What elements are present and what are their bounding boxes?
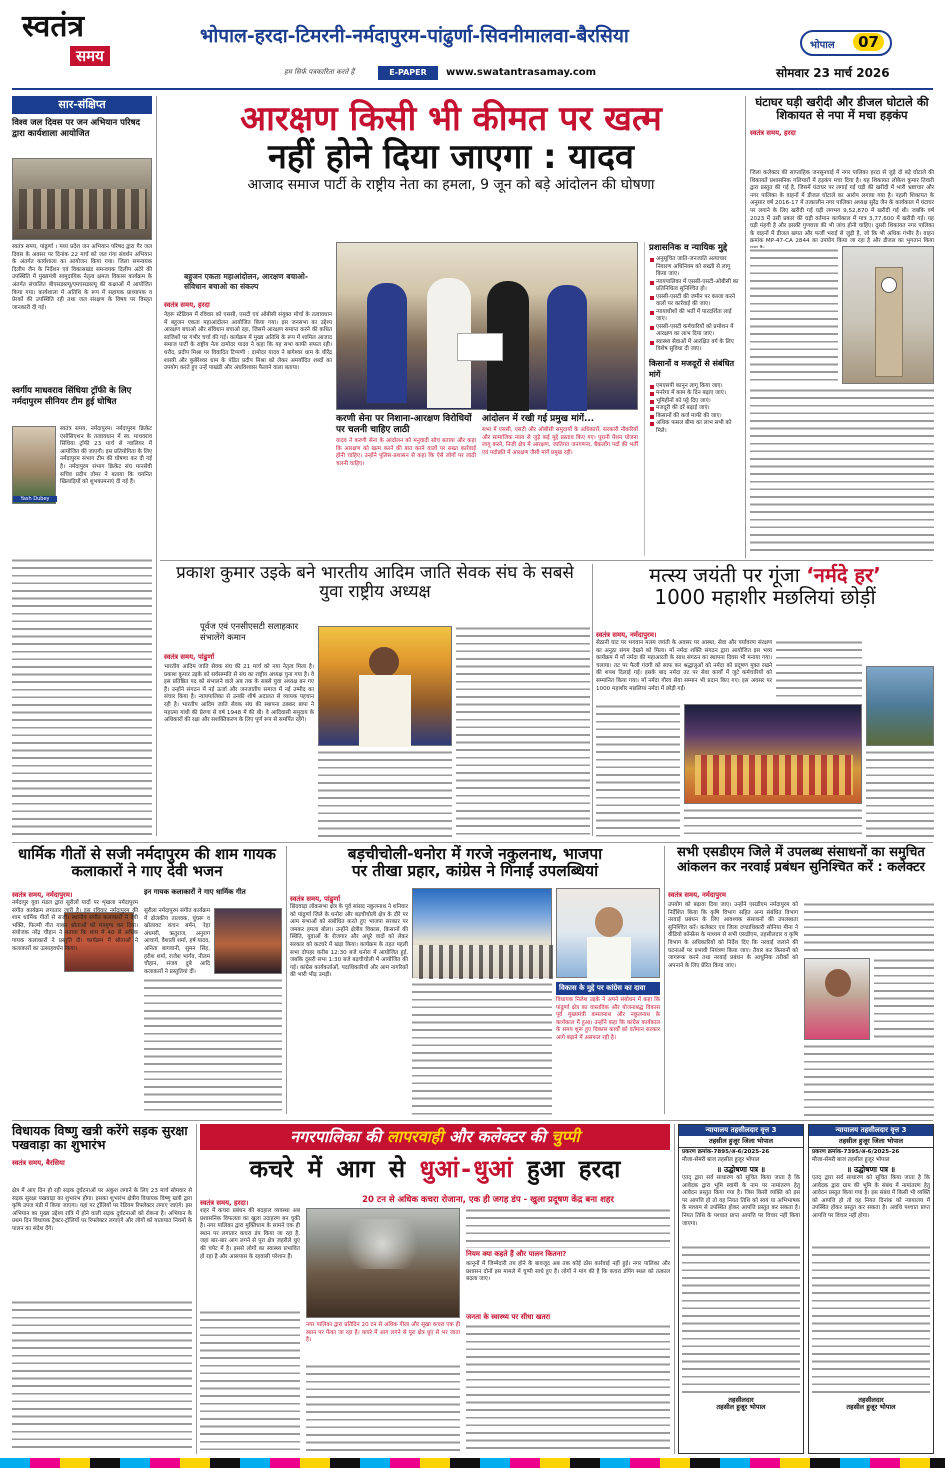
kachra-headline [200, 1156, 670, 1183]
matsya-body-left [596, 704, 680, 838]
lead-headline-line2: नहीं होने दिया जाएगा : यादव [268, 137, 634, 178]
clocktower-body: जिला कलेक्टर की साप्ताहिक जनसुनवाई में नगर पालिका हरदा से जुड़े दो बड़े घोटाले की शिकायतें प्रशासनिक गलियारों में हड़कंप मचा दिया है। यह शिकायत लोकेश कुमार तिवारी द्वारा प्रस्तुत की गई है, जिसमें घंटाघर पर लगाई गई घड़ी की खरीदी में भारी भ्रष्टाचार और नगर पालिका के वाहनों में डीजल घोटाले का आरोप लगाया गया है। पहली शिकायत के अनुसार वर्ष 2016-17 में तत्कालीन नगर पालिका अध्यक्ष सुरेंद्र जैन के कार्यकाल में घंटाघर पर लगाने के लिए खरीदी गई घड़ी लगभग 9,52,870 में खरीदी गई थी। जबकि वर्ष 2023 में उसी प्रकार की घड़ी वर्तमान कार्यकाल में मात्र 3,77,600 में खरीदी गई। यह घड़ी मंहगी है और इसकी गुणवत्ता की भी जांच होनी चाहिए। दूसरी शिकायत नगर पालिका के वाहनों में डीजल खपत और फर्जी भराई से जुड़ी है, जो कि भी अधिक गंभीर है। वाहन क्रमांक MP-47-CA 2844 का उपयोग किया जा रहा है और डीजल का भुगतान किया [750, 170, 934, 245]
clocktower-body-bottom [750, 388, 934, 556]
lead-body: नेहरू स्टेडियम में रविवार को एससी, एसटी एवं ओबीसी संयुक्त मोर्चा के तत्वावधान में बहुजन एकता महाआंदोलन आयोजित किया गया। इस जनसभा का उद्देश्य आरक्षण बचाओ और संविधान बचाओ रहा, जिसमें आरक्षण समाप्त करने की कथित साजिशों पर गंभीर चर्चा की गई। कार्यक्रम में मुख्य अतिथि के रूप में शामिल आजाद समाज पार्टी के राष्ट्रीय नेता दामोदर यादव ने कहा कि यह सभा काफी सफल रही। धरौद, प्रदीप मिश्रा पर विवादित टिप्पणी : दामोदर यादव ने बागेश्वर धाम के धीरेंद्र शास्त्री और कुबेरेश्वर धाम के पंडित प्रदीप मिश्रा को लेकर अमर्यादित शब्दों का उपयोग करते हुए उन्हें पाखंडी और अंधविश्वास फैलाने वाला बताया। [164, 312, 332, 372]
clocktower-byline-source: स्वतंत्र समय, [750, 128, 782, 137]
bhajan-byline [12, 890, 132, 899]
adim-headline: प्रकाश कुमार उइके बने भारतीय आदिम जाति सेवक संघ के सबसे युवा राष्ट्रीय अध्यक्ष [176, 563, 574, 603]
notice-sign2: तहसील हुजूर भोपाल [846, 1403, 896, 1411]
sdm-text-continued [874, 958, 934, 1040]
column-rule-bhajan [286, 846, 287, 1114]
brief-text-continued [12, 558, 152, 838]
epaper-badge: E-PAPER [378, 66, 438, 80]
sdm-text-continued [804, 1044, 934, 1116]
kachra-headline-post: हुआ हरदा [512, 1155, 621, 1183]
farmer-point: किसानों की कर्ज माफी की जाए। [649, 413, 742, 421]
bhajan-sub-title: इन गायक कलाकारों ने गाए धार्मिक गीत [144, 888, 246, 896]
matsya-headline-red: ‘नर्मदे हर’ [806, 563, 881, 587]
column-rule-mid [592, 564, 593, 836]
clocktower-body-col [750, 248, 838, 384]
matsya-body: सेठानी घाट पर भगवान मत्स्य जयंती के अवसर पर आस्था, सेवा और पर्यावरण संरक्षण का अनूठा संगम देखने को मिला। माँ नर्मदा शक्ति संगठन द्वारा आयोजित इस भव्य कार्यक्रम में माँ नर्मदा की महाआरती के साथ संगठन का स्थापना दिवस भी मनाया गया। चलाया। तट पर फैली गंदगी को साफ कर श्रद्धालुओं को नर्मदा को प्रदूषण मुक्त रखने की शपथ दिलाई गई। इसके बाद नर्मदा तट पर सेवा कार्यों में जुटे कर्मचारियों को सम्मानित किया गया। माँ नर्मदा गौरव सेवा सम्मान भी प्रदान किए गए। इस अवसर पर 1000 महाशीर मछलियां नर्मदा में छोड़ी गईं। [596, 640, 772, 692]
notice-body: एतद् द्वारा सर्व साधारण को सूचित किया जाता है कि आवेदक द्वारा ग्राम की भूमि के संबंध में नामांतरण हेतु आवेदन प्रस्तुत किया गया है। इस संबंध में किसी भी व्यक्ति को आपत्ति हो तो वह नियत दिनांक को न्यायालय में उपस्थित होकर प्रस्तुत कर सकता है। अवधि पश्चात प्राप्त आपत्ति पर विचार नहीं होगा। [812, 1175, 930, 1219]
sdm-body-col4 [804, 1044, 934, 1116]
judicial-point: न्यायपालिका में एससी-एसटी-ओबीसी का प्रतिनिधित्व सुनिश्चित हो। [649, 279, 742, 294]
vidhayak-headline: विधायक विष्णु खत्री करेंगे सड़क सुरक्षा पखवाड़ा का शुभारंभ [12, 1123, 188, 1152]
notice-heading: ॥ उद्घोषणा पत्र ॥ [716, 1165, 766, 1174]
nakulnath-headline-line2: पर तीखा प्रहार, कांग्रेस ने गिनाईं उपलब्धियां [351, 862, 599, 881]
sdm-body: उपयोग को बढ़ावा दिया जाए। उन्होंने एसडीएम नर्मदापुरम को निर्देशित किया कि कृषि विभाग सहित अन्य संबंधित विभाग नरवाई प्रबंधन के लिए आवश्यक संसाधनों की उपलब्धता सुनिश्चित करें। कलेक्टर एवं जिला दण्डाधिकारी सोनिया मीना ने वीडियो कॉन्फ्रेंस के माध्यम से सभी एसडीएम, तहसीलदार व कृषि विभाग के अधिकारियों को निर्देश दिए कि नरवाई जलाने की घटनाओं पर प्रभावी नियंत्रण किया जाए। तैयार कर किसानों को जागरूक करने तथा नरवाई प्रबंधन के आधुनिक तरीकों को अपनाने के लिए प्रेरित किया जाए। [668, 902, 798, 969]
brief-column [12, 96, 152, 556]
notice-body-cont [679, 1245, 803, 1395]
nakulnath-headline-line1: बड़चीचोली-धनोरा में गरजे नकुलनाथ, भाजपा [347, 845, 603, 863]
sdm-byline-place: नर्मदापुरम [701, 891, 726, 899]
notice-case: प्रकरण क्रमांक-7895/अ-6/2025-26 [682, 1149, 770, 1155]
page-label: भोपाल [810, 40, 835, 51]
kachra-headline-red: धुआं-धुआं [419, 1155, 513, 1183]
notice-title: न्यायालय तहसीलदार वृत्त 3 [679, 1125, 803, 1136]
brief-item2-title: स्वर्गीय माधवराव सिंधिया ट्रॉफी के लिए नर्मदापुरम सीनियर टीम हुई घोषित [12, 386, 132, 407]
judicial-points [649, 256, 742, 354]
notice-subtitle: तहसील हुजूर जिला भोपाल [679, 1136, 803, 1148]
bhajan-story [12, 846, 282, 1116]
lead-sub1 [336, 414, 476, 556]
notice-type: मौजा-सेमरी बाज तहसील हुजूर भोपाल [812, 1157, 890, 1163]
edition-line: भोपाल-हरदा-टिमरनी-नर्मदापुरम-पांढुर्णा-सिवनीमालवा-बैरसिया [200, 25, 629, 47]
matsya-body-right2 [866, 750, 934, 838]
matsya-story [596, 564, 934, 838]
adim-deck: पूर्वज एवं एनसीएसटी सलाहकार संभालेंगे कमान [200, 622, 299, 643]
vidhayak-body-cont [12, 1300, 192, 1450]
player-photo [12, 426, 56, 504]
vidhayak-body: क्षेत्र में आए दिन हो रही सड़क दुर्घटनाओं पर अंकुश लगाने के लिए 23 मार्च सोमवार से सड़क सुरक्षा पखवाड़ा का शुभारंभ होगा। इसका शुभारंभ क्षेत्रीय विधायक विष्णु खत्री द्वारा कृषि उपज मंडी में किया जाएगा। यहां पर ट्रॉलियों पर रेडियम रिफ्लेक्टर लगाए जाएंगे। इस अभियान का मुख्य उद्देश्य रात्रि में होने वाली सड़क दुर्घटनाओं को रोकना है। अभियान के प्रथम दिन विधायक ट्रैक्टर-ट्रॉलियों पर रिफ्लेक्टर लगाएंगे और लोगों को यातायात नियमों के पालन का संदेश देंगे। [12, 1188, 192, 1232]
judicial-point: एससी-एसटी कर्मचारियों को प्रमोशन में आरक्षण का लाभ दिया जाए। [649, 324, 742, 339]
judicial-box [644, 242, 742, 556]
nakulnath-photo-portrait [556, 888, 660, 978]
issue-date: सोमवार 23 मार्च 2026 [776, 66, 890, 80]
brief-item1-body: स्वतंत्र समय, पांढुर्णा । मध्य प्रदेश जन अभियान परिषद द्वारा गैर जल दिवस के अवसर पर दिनांक 22 मार्च को जल गंगा संवर्धन अभियान के अंतर्गत कार्यशाला का आयोजन किया गया। जिला समन्वयक दिलीप जैन के निर्देशन एवं विकासखंड समन्वयक दिलीप अटेरे की उपस्थिति में मुख्यमंत्री सामुदायिक नेतृत्व क्षमता विकास कार्यक्रम के अंतर्गत संचालित बीएसडब्ल्यू/एमएसडब्ल्यू की कक्षाओं में आयोजित किया गया। कार्यशाला में अतिथि के रूप में सहायक प्राध्यापक व प्रेरकों की उपस्थिति रही तथा जल संरक्षण के विषय पर विस्तृत जानकारी दी गई। [12, 244, 152, 311]
column-rule-kachra [674, 1124, 675, 1454]
vidhayak-byline [12, 1158, 192, 1167]
logo [22, 10, 142, 80]
kachra-byline [200, 1198, 300, 1207]
matsya-byline [596, 630, 772, 639]
matsya-headline-line2: 1000 महाशीर मछलियां छोड़ीं [654, 585, 876, 610]
clocktower-byline [750, 128, 934, 137]
column-rule-left [156, 96, 157, 836]
judicial-point: एससी-एसटी की जमीन पर कब्जा करने वालों पर कार्रवाई की जाए। [649, 294, 742, 309]
bhajan-byline-place: नर्मदापुरम। [45, 891, 73, 899]
sdm-story [668, 846, 934, 1116]
kachra-headline-pre: कचरे में आग से [249, 1155, 420, 1183]
kachra-side-top [466, 1208, 670, 1248]
lead-headline-line1: आरक्षण किसी भी कीमत पर खत्म [240, 99, 662, 139]
vidhayak-story [12, 1124, 192, 1454]
sdm-body-col2 [804, 902, 934, 954]
judicial-title: प्रशासनिक व न्यायिक मुद्दे [649, 243, 728, 253]
page-number-box [800, 30, 892, 56]
adim-body-col2 [318, 750, 452, 838]
player-caption: Yash Dubey [13, 496, 57, 502]
kachra-body-cont [200, 1310, 300, 1454]
judicial-point: न्यायाधीशों की भर्ती में पारदर्शिता लाई जाए। [649, 309, 742, 324]
nakulnath-byline-place: पांढुर्णा [323, 895, 341, 903]
column-rule-vidhayak [196, 1124, 197, 1454]
adim-body-col3 [456, 626, 590, 838]
website-link[interactable]: www.swatantrasamay.com [446, 67, 597, 78]
kachra-kicker: 20 टन से अधिक कचरा रोजाना, एक ही जगह डंप - खुला प्रदूषण केंद्र बना शहर [362, 1195, 614, 1205]
logo-line2: समय [70, 46, 110, 66]
bhajan-text-continued [144, 978, 282, 1116]
section-rule-2 [12, 842, 933, 843]
vidhayak-byline-place: बैरसिया [45, 1159, 65, 1167]
farmer-point: मजदूरी की दरें बढ़ाई जाएं। [649, 405, 742, 413]
kachra-side-body: कानूनों में जिम्मेदारी तय होने के बावजूद अब तक कोई ठोस कार्रवाई नहीं हुई। नगर पालिका और प्रशासन दोनों इस मामले में चुप्पी साधे हुए हैं। लोगों ने मांग की है कि कचरा डंपिंग स्थल को तत्काल बदला जाए। [466, 1261, 670, 1283]
adim-byline [164, 652, 314, 661]
kachra-photo-caption: नगर पालिका द्वारा प्रतिदिन 20 टन से अधिक गीला और सूखा कचरा एक ही स्थान पर फेंका जा रहा है। कचरे में आग लगने से पूरा क्षेत्र धुएं से भर जाता है। [306, 1322, 460, 1344]
adim-text-continued [456, 626, 590, 838]
adim-byline-source: स्वतंत्र समय, [164, 653, 196, 661]
column-rule-nakul [664, 846, 665, 1114]
bhajan-photo-group [214, 908, 282, 974]
brief-item2-body: स्वतंत्र समय, नर्मदापुरम। नर्मदापुरम क्रिकेट एसोसिएशन के तत्वावधान में स्व. माधवराव सिंधिया ट्रॉफी 23 मार्च से ग्वालियर में आयोजित की जाएगी। इस प्रतियोगिता के लिए नर्मदापुरम संभाग टीम की घोषणा कर दी गई है। नर्मदापुरम संभाग क्रिकेट संघ मानसेवी सचिव प्रदीप तोमर ने बताया कि चयनित खिलाड़ियों को शुभकामनाएं दी गई हैं। [60, 426, 152, 486]
matsya-byline-place: नर्मदापुरम। [629, 631, 657, 639]
matsya-byline-source: स्वतंत्र समय, [596, 631, 628, 639]
matsya-text-continued [776, 640, 862, 702]
lead-story [160, 96, 742, 556]
vidhayak-text-continued [12, 1300, 192, 1450]
lead-deck: आजाद समाज पार्टी के राष्ट्रीय नेता का हमला, 9 जून को बड़े आंदोलन की घोषणा [247, 177, 655, 194]
matsya-photo-aarti [684, 704, 862, 804]
lead-sub2-title: आंदोलन में रखी गई प्रमुख मांगें... [482, 414, 595, 424]
notice-sign1: तहसीलदार [858, 1396, 884, 1404]
adim-body: भारतीय आदिम जाति सेवक संघ की 21 मार्च को नया नेतृत्व मिला है। प्रकाश कुमार उइके को सर्वसम्मति से संघ का राष्ट्रीय अध्यक्ष चुना गया है। वे इस प्रतिष्ठित पद को संभालने वाले अब तक के सबसे युवा अध्यक्ष बन गए हैं। उन्होंने संगठन में नई ऊर्जा और जनजातीय समाज में नई उम्मीद का संचार किया है। न्यायपालिका से उनकी शीर्ष अदालत से व्यापक पहचान रही है। भारतीय आदिम जाति सेवक संघ की स्थापना ठक्कर बापा ने महात्मा गांधी की प्रेरणा से वर्ष 1948 में की थी। वे आदिवासी समुदाय के अधिकारों की रक्षा और सशक्तिकरण के लिए पूर्ण रूप से समर्पित रहेंगे। [164, 664, 314, 724]
farmers-title: किसानों व मजदूरों से संबंधित मांगें [649, 358, 735, 379]
kachra-body-col2 [306, 1364, 460, 1454]
judicial-point: स्वास्थ्य सेवाओं में आरक्षित वर्ग के लिए विशेष सुविधा दी जाए। [649, 339, 742, 354]
lead-photo-main [336, 242, 638, 410]
kachra-text-continued [200, 1310, 300, 1454]
nakulnath-story [290, 846, 660, 1116]
matsya-body-right [776, 640, 862, 702]
notice-body-cont [809, 1245, 933, 1395]
kachra-redbar-y2: चुप्पी [551, 1127, 580, 1146]
bhajan-sub [144, 888, 282, 1116]
lead-sub1-body: यादव ने करणी सेना के आंदोलन को मनुवादी सोच बताया और कहा कि आरक्षण को खत्म करने की बात करने वालों पर सख्त कार्रवाई होनी चाहिए। उन्होंने पुलिस-प्रशासन से कहा कि ऐसे लोगों पर लाठी चलनी चाहिए। [336, 438, 476, 467]
column-rule-right [745, 96, 746, 558]
sdm-byline-source: स्वतंत्र समय, [668, 891, 700, 899]
clocktower-story [750, 96, 934, 556]
kachra-byline-place: हरदा। [233, 1199, 249, 1207]
brief-header: सार-संक्षिप्त [12, 96, 152, 114]
kachra-body: शहर में कचरा प्रबंधन की बदहाल व्यवस्था अब प्रशासनिक विफलता का खुला उदाहरण बन चुकी है। नगर पालिका द्वारा मुक्तिधाम के सामने एक ही स्थान पर लगातार कचरा डंप किया जा रहा है, जहां बार-बार आग लगने से पूरा क्षेत्र जहरीले धुएं की चपेट में है। इससे लोगों का स्वास्थ्य प्रभावित हो रहा है और आसपास के रहवासी परेशान हैं। [200, 1208, 300, 1260]
clocktower-photo [842, 246, 934, 384]
lead-sub1-title: करणी सेना पर निशाना-आरक्षण विरोधियों पर चलनी चाहिए लाठी [336, 414, 472, 435]
lead-byline-source: स्वतंत्र समय, [164, 301, 196, 309]
judicial-point: अनुसूचित जाति-जनजाति अत्याचार निवारण अधिनियम को सख्ती से लागू किया जाए। [649, 256, 742, 279]
matsya-text-continued [596, 704, 680, 838]
notice-sign2: तहसील हुजूर भोपाल [716, 1403, 766, 1411]
bhajan-body: नर्मदापुर युवा मंडल द्वारा सुरीलों यादों पर शृंखला नर्मदापुरम संगीत कार्यक्रम लगातार जारी है। इस रविवार नर्मदापुरम की शाम धार्मिक गीतों से सजी। स्थानीय संगीत कलाकारों ने देवी भक्ति, फिल्मी गीत गाकर श्रोताओं को मंत्रमुग्ध कर दिया। संयोजक नरेंद्र चौहान ने बताया कि शाम में 40 से अधिक गायक कलाकारों ने प्रस्तुति दी। कार्यक्रम में श्रोताओं ने कलाकारों का उत्साहवर्धन किया। [12, 900, 138, 952]
notice-body: एतद् द्वारा सर्व साधारण को सूचित किया जाता है कि आवेदक द्वारा भूमि स्वामी के नाम पर नामांतरण हेतु आवेदन प्रस्तुत किया गया है। जिस किसी व्यक्ति को इस पर आपत्ति हो तो वह नियत तिथि को स्वयं या अभिभाषक के माध्यम से उपस्थित होकर आपत्ति प्रस्तुत कर सकता है। नियत तिथि के पश्चात प्राप्त आपत्ति पर विचार नहीं किया जाएगा। [682, 1175, 800, 1227]
notice-text-continued [682, 1245, 800, 1395]
clocktower-headline: घंटाघर घड़ी खरीदी और डीजल घोटाले की शिकायत से नपा में मचा हड़कंप [755, 95, 929, 122]
masthead-rule [12, 88, 933, 90]
kachra-story [200, 1124, 670, 1454]
kachra-byline-source: स्वतंत्र समय, [200, 1199, 232, 1207]
clocktower-text-continued [750, 388, 934, 556]
adim-text-continued [318, 750, 452, 838]
matsya-headline [596, 564, 934, 586]
kachra-sidebar [466, 1208, 670, 1454]
kachra-side-title1: नियम क्या कहते हैं और पालन कितना? [466, 1250, 567, 1258]
bhajan-headline: धार्मिक गीतों से सजी नर्मदापुरम की शाम गायक कलाकारों ने गाए देवी भजन [18, 845, 276, 880]
logo-line1: स्वतंत्र [22, 9, 85, 44]
matsya-headline-pre: मत्स्य जयंती पर गूंजा [649, 563, 807, 587]
matsya-text-continued [866, 750, 934, 838]
nakulnath-photo-rally [412, 888, 552, 978]
farmer-point: अधिक फसल बीमा का लाभ सभी को मिले। [649, 420, 742, 435]
kachra-redbar-y1: लापरवाही [386, 1127, 444, 1146]
brief-continued [12, 558, 152, 838]
notice-heading: ॥ उद्घोषणा पत्र ॥ [846, 1165, 896, 1174]
clocktower-byline-place: हरदा [783, 128, 796, 137]
kachra-side-bottom [466, 1324, 670, 1454]
page-number: 07 [853, 33, 884, 51]
legal-notice-2 [808, 1124, 934, 1454]
collector-photo [804, 958, 870, 1040]
nakulnath-text-continued [412, 982, 552, 1116]
kachra-redbar [200, 1124, 670, 1150]
sdm-text-continued [804, 902, 934, 954]
nakulnath-box-title: विकास के मुद्दे पर कांग्रेस का दावा [556, 982, 660, 995]
section-rule-3 [12, 1120, 933, 1121]
adim-byline-place: पांढुर्णा [197, 653, 215, 661]
adim-photo [318, 626, 452, 746]
farmer-points [649, 383, 742, 436]
clocktower-text-continued [750, 248, 838, 384]
bhajan-byline-source: स्वतंत्र समय, [12, 891, 44, 899]
bhajan-sub-body-cont [144, 978, 282, 1116]
kachra-text-continued [306, 1364, 460, 1454]
matsya-photo-river [866, 666, 934, 746]
nakulnath-byline-source: स्वतंत्र समय, [290, 895, 322, 903]
lead-byline-place: हरदा [197, 301, 210, 309]
kachra-redbar-pre: नगरपालिका की [290, 1127, 387, 1146]
notice-subtitle: तहसील हुजूर जिला भोपाल [809, 1136, 933, 1148]
nakulnath-byline [290, 894, 410, 903]
tagline: हम सिर्फ पत्रकारिता करते हैं [284, 68, 355, 76]
lead-kicker: बहुजन एकता महाआंदोलन, आरक्षण बचाओ-संविधान बचाओ का संकल्प [184, 272, 308, 291]
nakulnath-body: छिंदवाड़ा लोकसभा क्षेत्र के पूर्व सांसद नकुलनाथ ने शनिवार को पांढुर्णा जिले के धनोरा और बड़चीचोली क्षेत्र के दौरे पर आम सभाओं को संबोधित करते हुए भाजपा सरकार पर जमकर हमला बोला। उन्होंने क्षेत्रीय विकास, किसानों की स्थिति, युवाओं के रोजगार और अधूरे वादों को लेकर सरकार को कटघरे में खड़ा किया। कार्यक्रम के तहत पहली सभा दोपहर करीब 12:30 बजे धनोरा में आयोजित हुई, जबकि दूसरी सभा 1:30 बजे बड़चीचोली में आयोजित की गई। कांग्रेस कार्यकर्ताओं, पदाधिकारियों और आम नागरिकों की भारी भीड़ उमड़ी। [290, 904, 408, 979]
legal-notice-1 [678, 1124, 804, 1454]
masthead [0, 0, 945, 92]
matsya-text-continued [684, 808, 862, 838]
section-rule-1 [160, 560, 933, 561]
farmer-point: भूमिहीनों को पट्टे दिए जाएं। [649, 398, 742, 406]
sdm-body-col3 [874, 958, 934, 1040]
bhajan-sub-body: सुरीला नर्मदापुरम संगीत कार्यक्रम में ढोलकीय तालवक, घुंघरू व खोलावट कंचन बर्मन, रेहा अंधमरी, ऋतुराज, अनुराग आचार्य, वैशाली शर्मा, हर्ष यादव, अनिता बागवानी, सुमन सिंह, हरीश शर्मा, राजेश भार्गव, नीलम चौहान, संजय दुबे आदि कलाकारों ने प्रस्तुतियां दीं। [144, 908, 210, 975]
sdm-headline: सभी एसडीएम जिले में उपलब्ध संसाधनों का समुचित आंकलन कर नरवाई प्रबंधन सुनिश्चित करें : कलेक्टर [676, 845, 925, 875]
lead-byline [164, 300, 324, 309]
nakulnath-box-body: विधायक निलेश उइके ने अपने संबोधन में कहा कि पांढुर्णा क्षेत्र का वास्तविक और योजनाबद्ध विकास पूर्व मुख्यमंत्री कमलनाथ और नकुलनाथ के कार्यकाल में हुआ। उन्होंने कहा कि कांग्रेस कार्यकाल के समय शुरू हुए विकास कार्यों को वर्तमान सरकार आगे बढ़ाने में असफल रही है। [556, 997, 660, 1041]
notice-type: मौजा-सेमरी बाज तहसील हुजूर भोपाल [682, 1157, 760, 1163]
kachra-text-continued [466, 1324, 670, 1454]
nakulnath-body-col2 [412, 982, 552, 1116]
adim-story [160, 564, 590, 838]
notice-title: न्यायालय तहसीलदार वृत्त 3 [809, 1125, 933, 1136]
notice-case: प्रकरण क्रमांक-7395/अ-6/2025-26 [812, 1149, 900, 1155]
nakulnath-box [556, 982, 660, 1116]
workshop-photo [12, 158, 152, 240]
kachra-text-continued [466, 1208, 670, 1248]
farmer-point: एमएसपी कानून लागू किया जाए। [649, 383, 742, 391]
lead-sub2 [482, 414, 638, 556]
kachra-photo-fire [306, 1208, 460, 1318]
notice-text-continued [812, 1245, 930, 1395]
kachra-side-title2: जनता के स्वास्थ्य पर सीधा खतरा [466, 1313, 551, 1321]
brief-item1-title: विश्व जल दिवस पर जन अभियान परिषद द्वारा कार्यशाला आयोजित [12, 118, 141, 139]
kachra-redbar-mid: और कलेक्टर की [443, 1127, 552, 1146]
farmer-point: मनरेगा में काम के दिन बढ़ाए जाएं। [649, 390, 742, 398]
notice-sign1: तहसीलदार [728, 1396, 754, 1404]
lead-sub2-body: सभा में एससी, एसटी और ओबीसी समुदायों के अधिकारों, सरकारी नौकरियों और सामाजिक न्याय से जुड़े कई मुद्दे प्रस्ताव किए गए। पुरानी पेंशन योजना लागू करने, निजी क्षेत्र में आरक्षण, जातिगत जनगणना, बैकलॉग पदों की भर्ती एवं पदोन्नति में आरक्षण जैसी मांगें प्रमुख रहीं। [482, 427, 638, 456]
registration-strip [0, 1458, 945, 1468]
vidhayak-byline-source: स्वतंत्र समय, [12, 1159, 44, 1167]
sdm-byline [668, 890, 798, 899]
matsya-body-bottom [684, 808, 862, 838]
